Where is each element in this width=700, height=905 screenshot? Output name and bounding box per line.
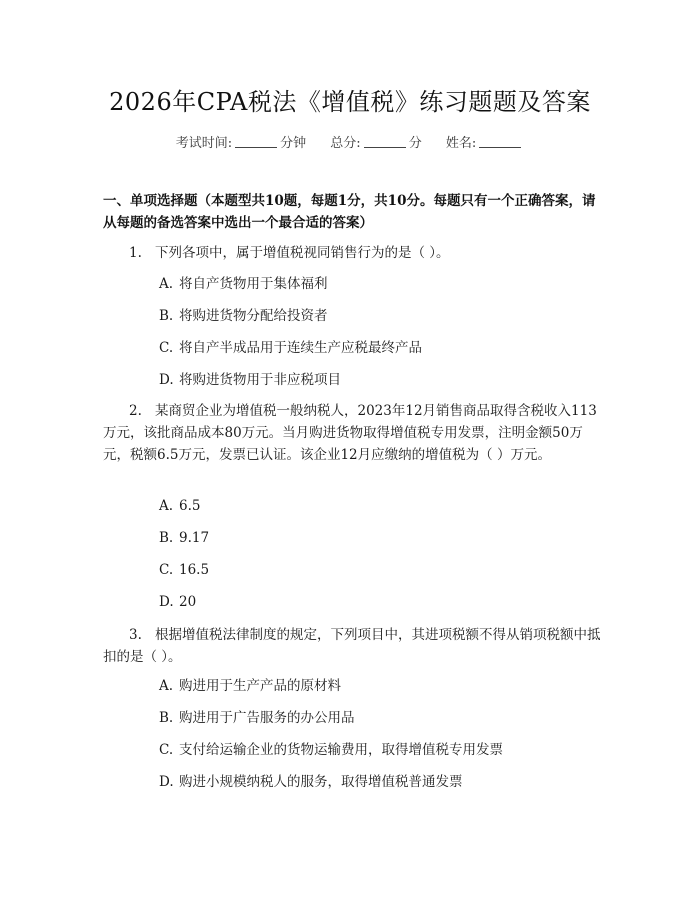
- student-name-label: 姓名:: [445, 136, 477, 151]
- student-name-blank: [479, 135, 521, 148]
- option-text: 购进用于广告服务的办公用品: [179, 710, 355, 726]
- question-stem: 某商贸企业为增值税一般纳税人，2023年12月销售商品取得含税收入113万元，该批商品成本80万元。当月购进货物取得增值税专用发票，注明金额50万元，税额6.5万元，发票已认证。该企业12月应缴纳的增值税为（ ）万元。: [103, 403, 597, 463]
- total-score-field: [330, 132, 421, 151]
- option-text: 支付给运输企业的货物运输费用，取得增值税专用发票: [179, 742, 503, 758]
- question-1-option-c: [159, 338, 422, 358]
- option-text: 将自产半成品用于连续生产应税最终产品: [179, 340, 422, 356]
- question-3-option-a: [159, 676, 341, 696]
- option-letter: B.: [159, 308, 174, 324]
- question-1: [103, 242, 603, 264]
- question-2: [103, 400, 603, 466]
- question-2-option-a: [159, 496, 200, 516]
- total-score-unit: 分: [408, 136, 422, 151]
- option-letter: A.: [159, 276, 174, 292]
- exam-time-label: 考试时间:: [175, 136, 233, 151]
- option-letter: D.: [159, 594, 174, 610]
- question-1-option-a: [159, 274, 328, 294]
- option-letter: C.: [159, 340, 174, 356]
- option-letter: D.: [159, 372, 174, 388]
- option-text: 16.5: [179, 562, 210, 578]
- option-text: 20: [179, 594, 197, 610]
- option-letter: A.: [159, 498, 174, 514]
- question-2-option-c: [159, 560, 209, 580]
- option-letter: C.: [159, 742, 174, 758]
- total-score-blank: [364, 135, 406, 148]
- question-3-option-c: [159, 740, 503, 760]
- option-text: 购进小规模纳税人的服务，取得增值税普通发票: [179, 774, 463, 790]
- option-text: 购进用于生产产品的原材料: [179, 678, 341, 694]
- question-number: 2.: [129, 403, 142, 419]
- question-2-option-b: [159, 528, 209, 548]
- option-letter: C.: [159, 562, 174, 578]
- exam-time-field: [176, 132, 306, 151]
- exam-time-unit: 分钟: [280, 136, 307, 151]
- exam-time-blank: [235, 135, 277, 148]
- question-3: [103, 624, 603, 668]
- page-title: 2026年CPA税法《增值税》练习题题及答案: [109, 88, 591, 116]
- option-text: 6.5: [179, 498, 201, 514]
- option-text: 将自产货物用于集体福利: [179, 276, 328, 292]
- question-2-option-d: [159, 592, 196, 612]
- option-letter: D.: [159, 774, 174, 790]
- student-name-field: [446, 132, 524, 151]
- question-3-option-b: [159, 708, 355, 728]
- exam-info-line: [0, 132, 700, 151]
- option-text: 9.17: [179, 530, 210, 546]
- option-text: 将购进货物用于非应税项目: [179, 372, 341, 388]
- total-score-label: 总分:: [330, 136, 361, 151]
- section-heading: 一、单项选择题（本题型共10题，每题1分，共10分。每题只有一个正确答案，请从每题的备选答案中选出一个最合适的答案）: [103, 193, 596, 231]
- option-letter: A.: [159, 678, 174, 694]
- option-text: 将购进货物分配给投资者: [179, 308, 328, 324]
- question-number: 1.: [129, 245, 142, 261]
- question-1-option-d: [159, 370, 341, 390]
- question-1-option-b: [159, 306, 328, 326]
- question-stem: 根据增值税法律制度的规定，下列项目中，其进项税额不得从销项税额中抵扣的是（ ）。: [103, 627, 601, 665]
- question-number: 3.: [129, 627, 142, 643]
- option-letter: B.: [159, 710, 174, 726]
- option-letter: B.: [159, 530, 174, 546]
- question-stem: 下列各项中，属于增值税视同销售行为的是（ ）。: [155, 245, 450, 261]
- question-3-option-d: [159, 772, 463, 792]
